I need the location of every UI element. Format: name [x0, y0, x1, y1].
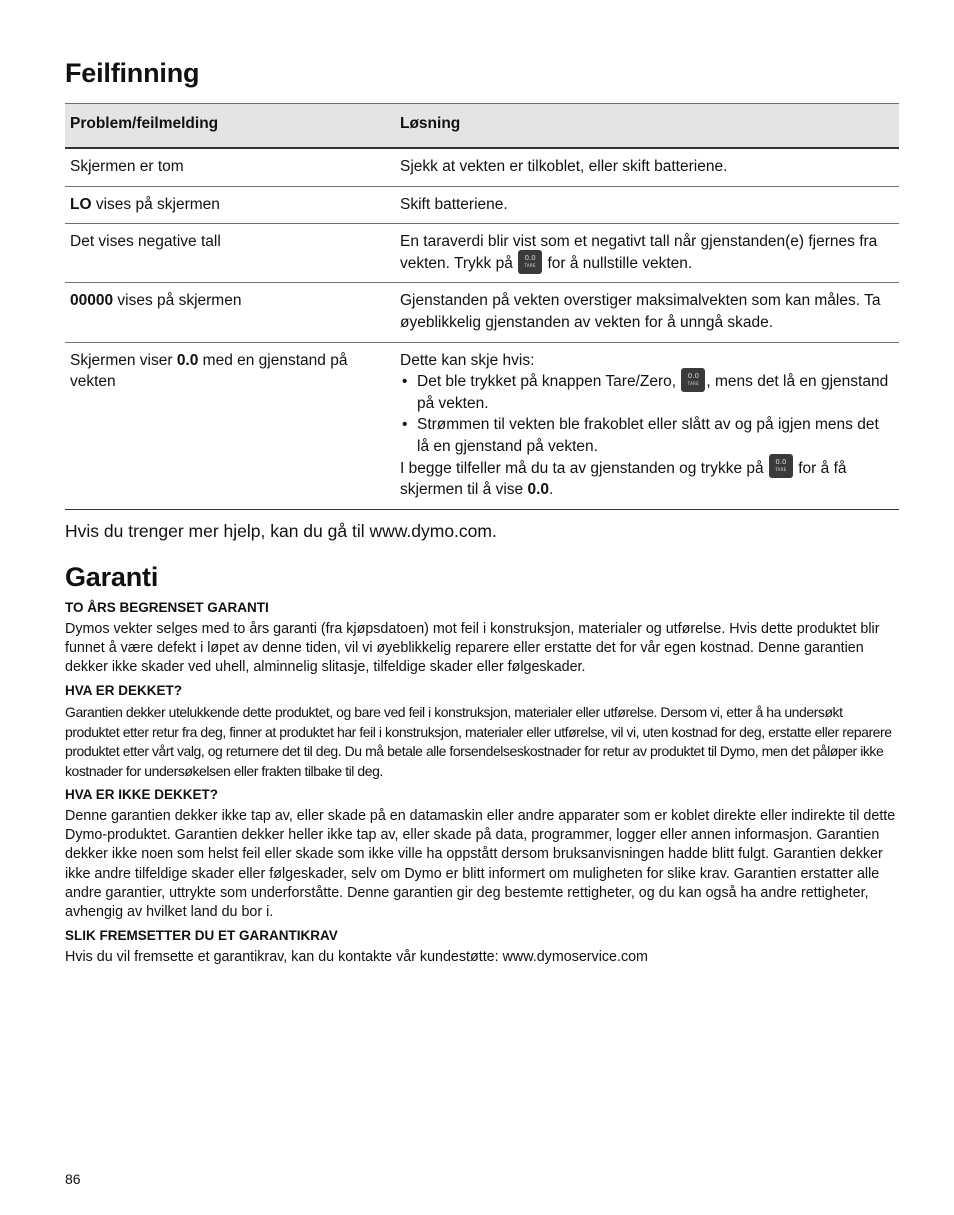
tare-zero-key-icon: 0.0 TARE [518, 250, 542, 274]
solution-cell: Gjenstanden på vekten overstiger maksimalvekten som kan måles. Ta øyeblikkelig gjenstanden av vekten for å unngå skade. [395, 283, 899, 342]
page-number: 86 [65, 1171, 81, 1187]
problem-code: 0.0 [176, 351, 199, 369]
tare-zero-key-icon: 0.0 TARE [769, 454, 793, 478]
table-row [65, 186, 899, 224]
column-header-problem: Problem/feilmelding [65, 104, 395, 149]
troubleshooting-heading: Feilfinning [65, 58, 200, 88]
problem-cell [65, 283, 395, 342]
table-row [65, 148, 899, 186]
section-body: Dymos vekter selges med to års garanti (fra kjøpsdatoen) mot feil i konstruksjon, materialer og utførelse. Hvis dette produktet blir funnet å være defekt i løpet av denne tiden, vil vi øyeblikkelig reparere eller erstatte det for vår egen kostnad. Denne garantien dekker ikke skader ved uhell, alminnelig slitasje, tilfeldige skader eller følgeskader. [65, 620, 880, 676]
solution-cell: Skift batteriene. [395, 186, 899, 224]
problem-code: 00000 [70, 292, 114, 310]
solution-cell: Sjekk at vekten er tilkoblet, eller skift batteriene. [395, 148, 899, 186]
tare-zero-key-icon: 0.0 TARE [681, 368, 705, 392]
section-title: HVA ER IKKE DEKKET? [65, 786, 219, 802]
section-body: Hvis du vil fremsette et garantikrav, kan du kontakte vår kundestøtte: www.dymoservice.com [65, 949, 648, 966]
problem-cell: Skjermen er tom [65, 148, 395, 186]
section-body: Garantien dekker utelukkende dette produktet, og bare ved feil i konstruksjon, materialer eller utførelse. Dersom vi, etter å ha undersøkt produktet etter retur fra deg, finner at produktet har feil i konstruksjon, materialer eller utførelse, vil vi, uten kostnad for deg, erstatte eller reparere produktet etter vårt valg, og returnere det til deg. Du må betale alle forsendelseskostnader for retur av produktet til Dymo, men det påløper ikke kostnader for undersøkelsen eller frakten tilbake til deg. [65, 704, 892, 779]
solution-text: for å nullstille vekten. [543, 254, 693, 272]
page-content [65, 56, 899, 967]
troubleshooting-table [65, 103, 899, 510]
column-header-solution: Løsning [395, 104, 899, 149]
solution-intro: Dette kan skje hvis: [400, 351, 535, 369]
solution-outro: I begge tilfeller må du ta av gjenstanden og trykke på 0.0 TARE for å få skjermen til å vise 0.0. [400, 458, 894, 501]
problem-text: vises på skjermen [113, 292, 242, 310]
table-row [65, 224, 899, 283]
solution-bullets [400, 371, 894, 457]
list-item: • Strømmen til vekten ble frakoblet eller slått av og på igjen mens det lå en gjenstand på vekten. [400, 414, 894, 457]
table-row [65, 283, 899, 342]
solution-text: En taraverdi blir vist som et negativt tall når gjenstanden(e) fjernes fra vekten. Trykk på [400, 233, 878, 272]
list-item: • Det ble trykket på knappen Tare/Zero, 0.0 TARE , mens det lå en gjenstand på vekten. [400, 371, 894, 414]
problem-cell: Skjermen viser 0.0 med en gjenstand på vekten [65, 342, 395, 509]
help-text: Hvis du trenger mer hjelp, kan du gå til www.dymo.com. [65, 520, 497, 541]
section-title: TO ÅRS BEGRENSET GARANTI [65, 599, 269, 615]
solution-cell [395, 342, 899, 509]
problem-text: vises på skjermen [91, 195, 220, 213]
section-title: HVA ER DEKKET? [65, 683, 183, 699]
table-header-row [65, 104, 899, 149]
problem-cell: Det vises negative tall [65, 224, 395, 283]
section-body: Denne garantien dekker ikke tap av, eller skade på en datamaskin eller andre apparater som er koblet direkte eller indirekte til dette Dymo-produktet. Garantien dekker heller ikke tap av, eller skade på data, programmer, logger eller annen informasjon. Garantien dekker ikke noen som helst feil eller skade som ikke ville ha oppstått dersom bruksanvisningen hadde blitt fulgt. Garantien dekker ikke andre tilfeldige skader eller følgeskader, selv om Dymo er blitt informert om muligheten for slike krav. Garantien erstatter alle andre garantier, uttrykte som underforståtte. Denne garantien gir deg bestemte rettigheter, og du kan også ha andre rettigheter, avhengig av hvilket land du bor i. [65, 807, 896, 920]
problem-code: LO [70, 195, 92, 213]
table-row [65, 342, 899, 509]
problem-cell [65, 186, 395, 224]
section-title: SLIK FREMSETTER DU ET GARANTIKRAV [65, 928, 338, 944]
warranty-heading: Garanti [65, 561, 159, 592]
solution-cell [395, 224, 899, 283]
